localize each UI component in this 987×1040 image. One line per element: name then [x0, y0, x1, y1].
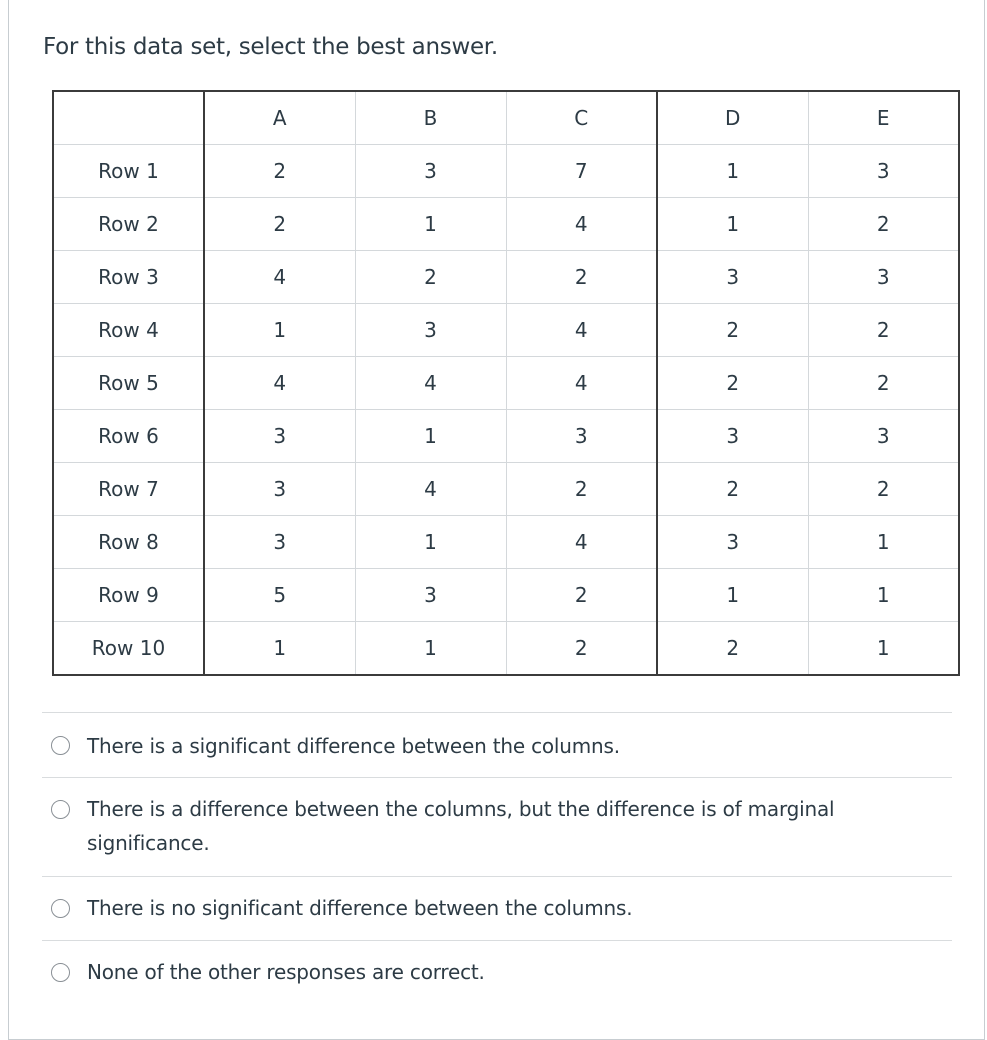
question-text: For this data set, select the best answer. — [43, 34, 498, 60]
table-cell: 2 — [506, 622, 657, 676]
radio-button[interactable] — [51, 899, 70, 918]
table-cell: 1 — [204, 304, 355, 357]
table-row — [53, 569, 959, 622]
table-cell: 1 — [355, 198, 506, 251]
table-header-a: A — [204, 91, 355, 145]
answer-option-2[interactable] — [42, 777, 952, 876]
table-row — [53, 463, 959, 516]
table-cell: 1 — [355, 516, 506, 569]
question-card — [8, 0, 985, 1040]
table-cell: 2 — [657, 304, 808, 357]
row-label: Row 3 — [53, 251, 204, 304]
table-cell: 3 — [204, 463, 355, 516]
table-cell: 2 — [808, 304, 959, 357]
row-label: Row 4 — [53, 304, 204, 357]
table-cell: 2 — [808, 198, 959, 251]
table-cell: 4 — [506, 357, 657, 410]
table-cell: 3 — [657, 516, 808, 569]
table-cell: 1 — [808, 569, 959, 622]
table-cell: 7 — [506, 145, 657, 198]
table-cell: 3 — [808, 410, 959, 463]
table-cell: 4 — [204, 251, 355, 304]
table-cell: 3 — [355, 304, 506, 357]
answer-option-1[interactable] — [42, 712, 952, 777]
table-cell: 4 — [355, 357, 506, 410]
answer-label[interactable]: There is a significant difference between the columns. — [87, 734, 620, 758]
answer-label[interactable]: None of the other responses are correct. — [87, 960, 485, 984]
table-cell: 4 — [355, 463, 506, 516]
answer-option-4[interactable] — [42, 940, 952, 1010]
table-row — [53, 145, 959, 198]
table-cell: 3 — [506, 410, 657, 463]
table-cell: 1 — [204, 622, 355, 676]
table-row — [53, 516, 959, 569]
table-cell: 2 — [808, 357, 959, 410]
table-cell: 3 — [204, 516, 355, 569]
table-row — [53, 251, 959, 304]
table-cell: 2 — [355, 251, 506, 304]
data-table — [52, 90, 960, 676]
table-cell: 3 — [355, 145, 506, 198]
table-cell: 1 — [808, 622, 959, 676]
row-label: Row 8 — [53, 516, 204, 569]
table-cell: 4 — [506, 198, 657, 251]
row-label: Row 2 — [53, 198, 204, 251]
row-label: Row 9 — [53, 569, 204, 622]
table-cell: 1 — [355, 622, 506, 676]
table-cell: 1 — [657, 145, 808, 198]
table-header-e: E — [808, 91, 959, 145]
answer-label[interactable]: There is no significant difference between the columns. — [87, 896, 633, 920]
table-row — [53, 357, 959, 410]
table-cell: 3 — [204, 410, 355, 463]
table-row — [53, 198, 959, 251]
table-header-corner — [53, 91, 204, 145]
answer-option-3[interactable] — [42, 876, 952, 940]
table-cell: 2 — [657, 622, 808, 676]
table-cell: 2 — [204, 145, 355, 198]
table-cell: 2 — [506, 251, 657, 304]
table-header-d: D — [657, 91, 808, 145]
table-row — [53, 410, 959, 463]
table-cell: 2 — [204, 198, 355, 251]
table-row — [53, 304, 959, 357]
table-cell: 2 — [506, 569, 657, 622]
table-cell: 1 — [808, 516, 959, 569]
table-cell: 4 — [506, 304, 657, 357]
table-cell: 2 — [657, 357, 808, 410]
table-header-b: B — [355, 91, 506, 145]
row-label: Row 1 — [53, 145, 204, 198]
row-label: Row 6 — [53, 410, 204, 463]
table-cell: 3 — [657, 251, 808, 304]
table-header-c: C — [506, 91, 657, 145]
table-cell: 2 — [657, 463, 808, 516]
row-label: Row 5 — [53, 357, 204, 410]
table-row — [53, 622, 959, 676]
table-cell: 2 — [506, 463, 657, 516]
table-header-row — [53, 91, 959, 145]
table-cell: 3 — [657, 410, 808, 463]
radio-button[interactable] — [51, 800, 70, 819]
radio-button[interactable] — [51, 963, 70, 982]
table-cell: 1 — [355, 410, 506, 463]
table-cell: 4 — [506, 516, 657, 569]
row-label: Row 10 — [91, 636, 166, 660]
table-cell: 2 — [808, 463, 959, 516]
row-label: Row 7 — [53, 463, 204, 516]
answer-label[interactable]: There is a difference between the columns, but the difference is of marginal significance. — [87, 797, 835, 855]
answer-list — [42, 712, 952, 1010]
table-cell: 3 — [808, 145, 959, 198]
radio-button[interactable] — [51, 736, 70, 755]
table-cell: 4 — [204, 357, 355, 410]
table-cell: 5 — [204, 569, 355, 622]
table-cell: 1 — [657, 198, 808, 251]
table-cell: 3 — [808, 251, 959, 304]
table-cell: 3 — [355, 569, 506, 622]
table-cell: 1 — [657, 569, 808, 622]
